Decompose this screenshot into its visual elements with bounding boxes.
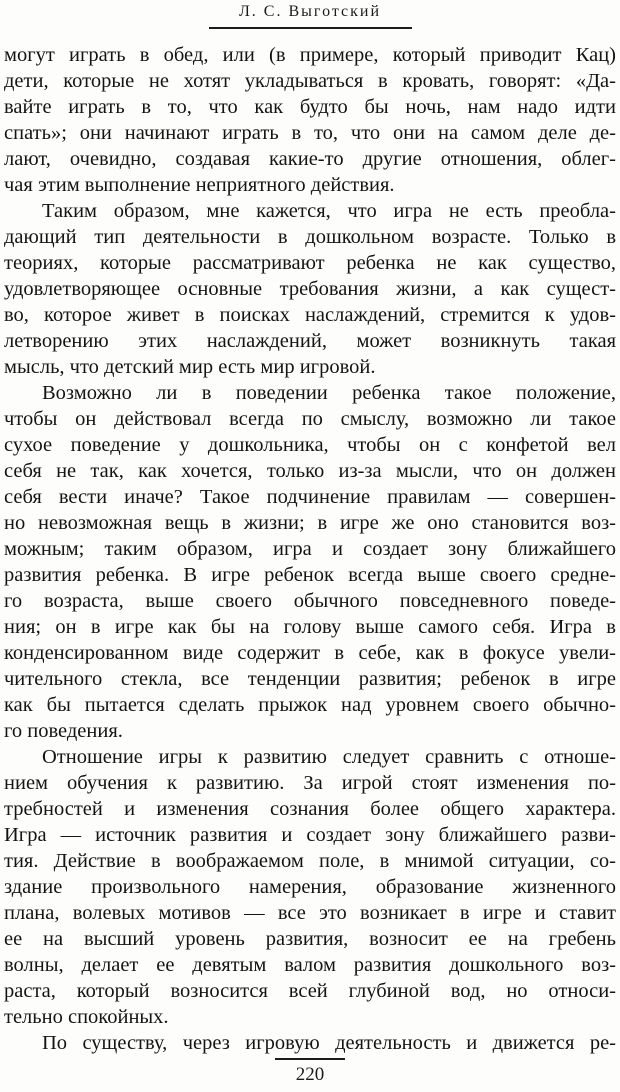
text-line: во, которое живет в поисках наслаждений, стремится к удов-: [4, 304, 616, 326]
text-line: плана, волевых мотивов — все это возникает в игре и ставит: [4, 902, 616, 924]
text-line: конденсированном виде содержит в себе, как в фокусе увели-: [4, 642, 616, 664]
text-line: Игра — источник развития и создает зону ближайшего разви-: [4, 824, 616, 846]
text-line: Отношение игры к развитию следует сравнить с отноше-: [42, 746, 616, 768]
text-line: теориях, которые рассматривают ребенка не как существо,: [4, 252, 616, 274]
text-line: По существу, через игровую деятельность и движется ре-: [42, 1032, 616, 1054]
text-line: требностей и изменения сознания более общего характера.: [4, 798, 616, 820]
text-line: себя вести иначе? Такое подчинение правилам — совершен-: [4, 486, 616, 508]
text-line: спать»; они начинают играть в то, что они на самом деле де-: [4, 122, 616, 144]
text-line: дети, которые не хотят укладываться в кровать, говорят: «Да-: [4, 70, 616, 92]
text-line: как бы пытается сделать прыжок над уровнем своего обычно-: [4, 694, 616, 716]
page-footer: [0, 1058, 620, 1086]
text-line: тельно спокойных.: [4, 1006, 169, 1028]
footer-rule: [275, 1058, 345, 1060]
page-body-text: [4, 42, 616, 1056]
text-line: сухое поведение у дошкольника, чтобы он с конфетой вел: [4, 434, 616, 456]
text-line: можным; таким образом, игра и создает зону ближайшего: [4, 538, 616, 560]
text-line: здание произвольного намерения, образование жизненного: [4, 876, 616, 898]
text-line: удовлетворяющее основные требования жизни, а как сущест-: [4, 278, 616, 300]
text-line: могут играть в обед, или (в примере, который приводит Кац): [4, 44, 616, 66]
text-line: чтобы он действовал всегда по смыслу, возможно ли такое: [4, 408, 616, 430]
page-header: [0, 3, 620, 29]
text-line: вайте играть в то, что как будто бы ночь, нам надо идти: [4, 96, 616, 118]
text-line: развития ребенка. В игре ребенок всегда выше своего средне-: [4, 564, 616, 586]
text-line: чая этим выполнение неприятного действия.: [4, 174, 395, 196]
text-line: лают, очевидно, создавая какие-то другие отношения, облег-: [4, 148, 616, 170]
text-line: го возраста, выше своего обычного повседневного поведе-: [4, 590, 616, 612]
text-line: дающий тип деятельности в дошкольном возрасте. Только в: [4, 226, 616, 248]
text-line: раста, который возносится всей глубиной вод, но относи-: [4, 980, 616, 1002]
text-line: волны, делает ее девятым валом развития дошкольного воз-: [4, 954, 616, 976]
text-line: чительного стекла, все тенденции развития; ребенок в игре: [4, 668, 616, 690]
text-line: ее на высший уровень развития, возносит ее на гребень: [4, 928, 616, 950]
text-line: го поведения.: [4, 720, 123, 742]
header-rule: [209, 27, 412, 29]
text-line: мысль, что детский мир есть мир игровой.: [4, 356, 376, 378]
text-line: но невозможная вещь в жизни; в игре же оно становится воз-: [4, 512, 616, 534]
page-number: 220: [295, 1064, 325, 1085]
text-line: Возможно ли в поведении ребенка такое положение,: [42, 382, 616, 404]
text-line: летворению этих наслаждений, может возникнуть такая: [4, 330, 616, 352]
text-line: себя не так, как хочется, только из-за мысли, что он должен: [4, 460, 616, 482]
text-line: тия. Действие в воображаемом поле, в мнимой ситуации, со-: [4, 850, 616, 872]
text-line: нием обучения к развитию. За игрой стоят изменения по-: [4, 772, 616, 794]
text-line: Таким образом, мне кажется, что игра не есть преобла-: [42, 200, 616, 222]
text-line: ния; он в игре как бы на голову выше самого себя. Игра в: [4, 616, 616, 638]
running-head-author: Л. С. Выготский: [238, 3, 382, 20]
